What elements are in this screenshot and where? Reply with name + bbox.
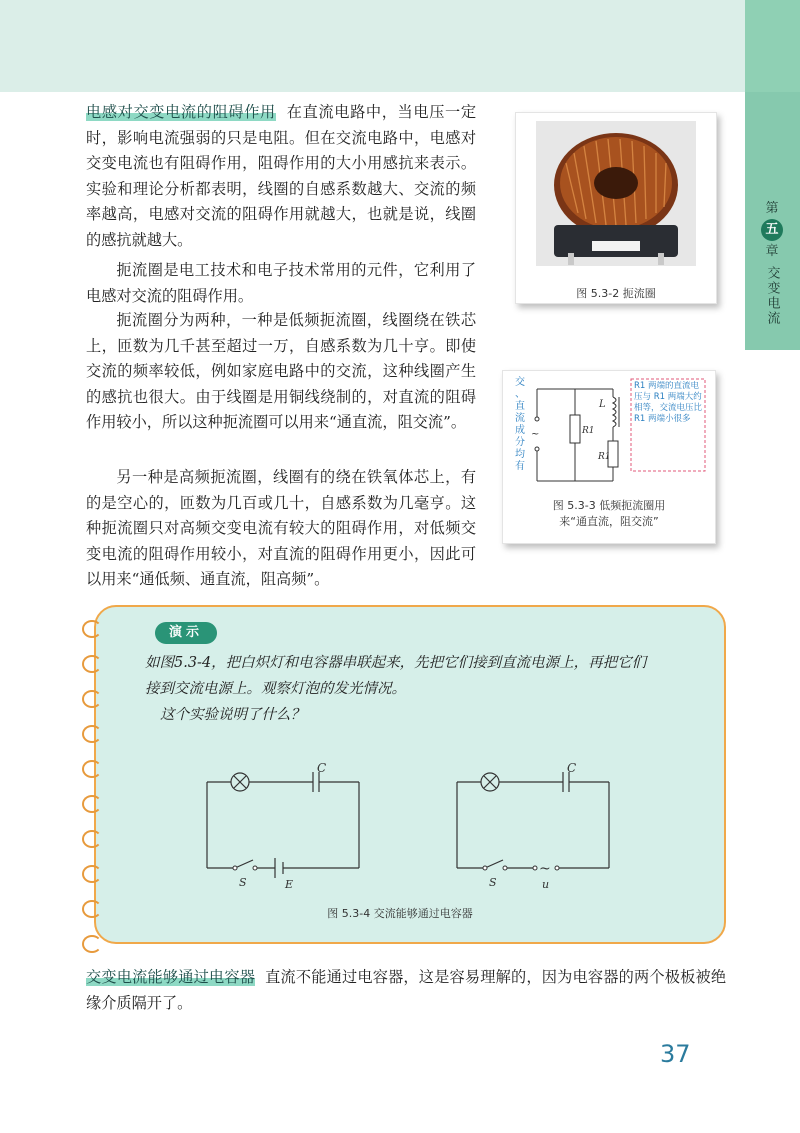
paragraph-capacitor-text: 直流不能通过电容器，这是容易理解的，因为电容器的两个极板被绝缘介质隔开了。 [86, 968, 727, 1012]
demo-instruction-line1: 如图5.3-4，把白炽灯和电容器串联起来，先把它们接到直流电源上，再把它们 [145, 655, 647, 671]
voltage-note: R1 两端的直流电压与 R1 两端大约相等，交流电压比 R1 两端小很多 [634, 381, 703, 424]
figure-choke-photo [515, 112, 717, 304]
figure-5-3-3-caption-1: 图 5.3-3 低频扼流圈用 [552, 499, 666, 512]
demo-instruction-line2: 接到交流电源上。观察灯泡的发光情况。 [145, 681, 406, 697]
paragraph-inductance [86, 100, 476, 253]
input-label: 交、直流成分均有 [515, 377, 525, 472]
ac-switch-label: S [489, 876, 497, 889]
resistor-r2-label: R1 [598, 452, 611, 462]
figure-5-3-3-caption-2: 来“通直流，阻交流” [559, 515, 659, 528]
dc-capacitor-label: C [317, 761, 327, 775]
header-band [0, 0, 745, 92]
figure-5-3-4-caption: 图 5.3-4 交流能够通过电容器 [327, 907, 473, 920]
section-heading-capacitor: 交变电流能够通过电容器 [86, 968, 256, 986]
svg-text:~: ~ [531, 429, 540, 440]
chapter-suffix: 章 [765, 244, 779, 259]
binder-rings [82, 620, 102, 970]
paragraph-high-freq-choke: 另一种是高频扼流圈，线圈有的绕在铁氧体芯上，有的是空心的，匝数为几百或几十，自感系数为几毫亨。这种扼流圈只对高频交变电流有较大的阻碍作用，对低频交变电流的阻碍作用较小，对直流的阻碍作用更小，因此可以用来“通低频、通直流，阻高频”。 [86, 468, 476, 588]
chapter-label [752, 200, 792, 326]
chapter-number: 五 [761, 219, 783, 241]
paragraph-capacitor [86, 965, 726, 1016]
choke-coil-image [516, 113, 716, 273]
dc-battery-label: E [285, 878, 294, 891]
section-heading-inductance: 电感对交变电流的阻碍作用 [86, 103, 276, 121]
dc-switch-label: S [239, 876, 247, 889]
figure-low-freq-choke-circuit [502, 370, 716, 544]
ac-source-label: u [542, 878, 550, 891]
svg-text:~: ~ [539, 861, 551, 877]
dc-circuit [207, 772, 359, 878]
chapter-prefix: 第 [765, 201, 779, 216]
demo-question: 这个实验说明了什么？ [160, 707, 305, 723]
ac-capacitor-label: C [567, 761, 577, 775]
figure-5-3-2-caption: 图 5.3-2 扼流圈 [576, 287, 656, 300]
paragraph-inductance-text: 在直流电路中，当电压一定时，影响电流强弱的只是电阻。但在交流电路中，电感对交变电流也有阻碍作用，阻碍作用的大小用感抗来表示。实验和理论分析都表明，线圈的自感系数越大、交流的频率越高，电感对交流的阻碍作用就越大，也就是说，线圈的感抗就越大。 [86, 103, 477, 249]
inductor-label: L [599, 399, 606, 410]
ac-circuit [457, 772, 609, 868]
paragraph-low-freq-choke: 扼流圈分为两种，一种是低频扼流圈，线圈绕在铁芯上，匝数为几千甚至超过一万，自感系数为几十亨。即使交流的频率较低，例如家庭电路中的交流，这种线圈产生的感抗也很大。由于线圈是用铜线绕制的，对直流的阻碍作用较小，所以这种扼流圈可以用来“通直流，阻交流”。 [86, 311, 476, 431]
resistor-r1-label: R1 [582, 426, 595, 436]
demo-circuit-diagrams [195, 760, 625, 895]
chapter-tab-top [745, 0, 800, 92]
page-number: 37 [660, 1040, 691, 1068]
demo-badge: 演示 [155, 622, 217, 644]
circuit-diagram-5-3-3 [503, 371, 715, 493]
paragraph-choke-intro: 扼流圈是电工技术和电子技术常用的元件，它利用了电感对交流的阻碍作用。 [86, 261, 476, 305]
chapter-title: 交变电流 [764, 266, 780, 326]
